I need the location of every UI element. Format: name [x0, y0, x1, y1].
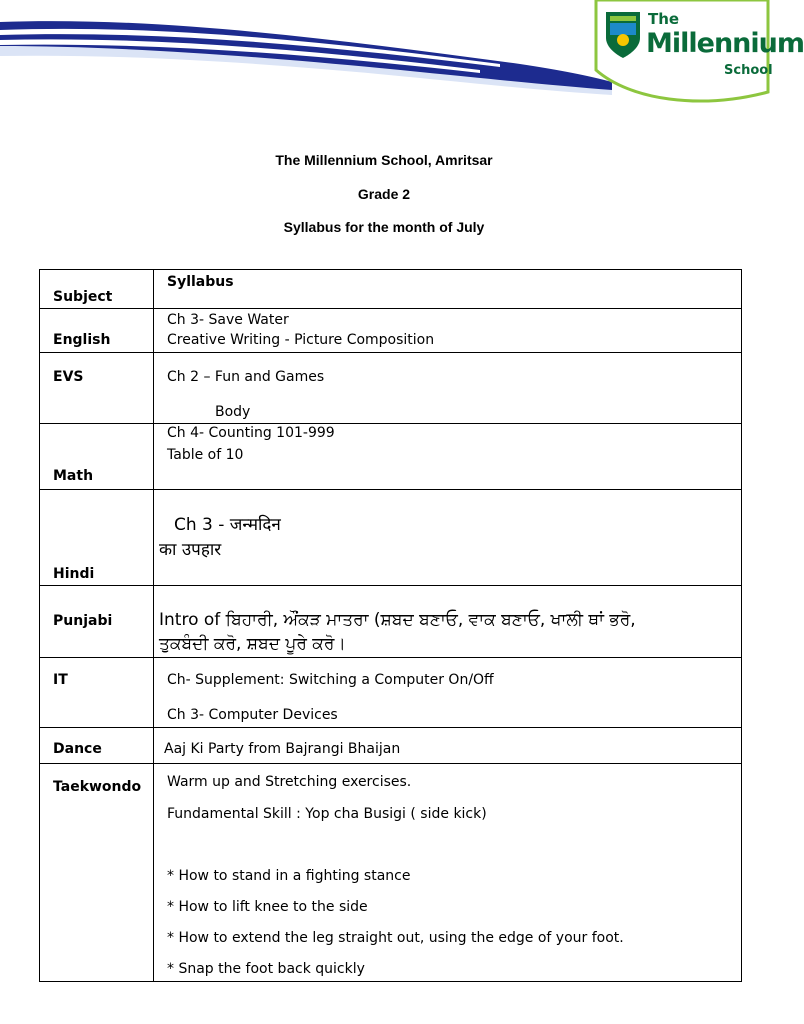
syllabus-cell	[154, 728, 742, 764]
syllabus-line: Table of 10	[167, 447, 244, 463]
table-row	[40, 309, 742, 353]
table-header-row	[40, 270, 742, 309]
table-row	[40, 764, 742, 982]
syllabus-cell	[154, 586, 742, 658]
syllabus-cell	[154, 353, 742, 424]
syllabus-line: Ch- Supplement: Switching a Computer On/Off	[167, 672, 494, 688]
syllabus-line: Aaj Ki Party from Bajrangi Bhaijan	[164, 741, 401, 757]
subject-cell	[40, 586, 154, 658]
subject-cell	[40, 490, 154, 586]
table-row	[40, 353, 742, 424]
syllabus-line: Ch 4- Counting 101-999	[167, 425, 335, 441]
subject-taekwondo: Taekwondo	[53, 779, 142, 795]
table-row	[40, 586, 742, 658]
syllabus-line: Body	[215, 404, 251, 420]
table-row	[40, 490, 742, 586]
grade-title: Grade 2	[357, 186, 411, 202]
syllabus-line: Intro of ਬਿਹਾਰੀ, ਔਂਕੜ ਮਾਤਰਾ (ਸ਼ਬਦ ਬਣਾਓ, ਵਾਕ ਬਣਾਓ, ਖਾਲੀ ਥਾਂ ਭਰੋ,	[159, 610, 636, 630]
subject-cell	[40, 728, 154, 764]
syllabus-line: Ch 2 – Fun and Games	[167, 369, 325, 385]
syllabus-cell	[154, 424, 742, 490]
syllabus-line: * How to extend the leg straight out, using the edge of your foot.	[167, 930, 624, 946]
subject-math: Math	[53, 468, 94, 484]
subject-english: English	[53, 332, 111, 348]
logo-millennium: Millennium	[646, 28, 804, 59]
subject-punjabi: Punjabi	[53, 613, 113, 629]
syllabus-line: * How to stand in a fighting stance	[167, 868, 411, 884]
subject-cell	[40, 309, 154, 353]
table-row	[40, 424, 742, 490]
syllabus-line: ਤੁਕਬੰਦੀ ਕਰੋ, ਸ਼ਬਦ ਪੂਰੇ ਕਰੋ।	[159, 634, 346, 654]
syllabus-cell	[154, 658, 742, 728]
header-subject-cell	[40, 270, 154, 309]
logo-the: The	[648, 10, 680, 28]
school-title: The Millennium School, Amritsar	[275, 152, 493, 168]
syllabus-line: Ch 3- Computer Devices	[167, 707, 338, 723]
subject-evs: EVS	[53, 369, 84, 385]
header-syllabus-cell	[154, 270, 742, 309]
logo-school: School	[724, 63, 773, 78]
syllabus-title: Syllabus for the month of July	[283, 219, 485, 235]
syllabus-line: Warm up and Stretching exercises.	[167, 774, 412, 790]
subject-dance: Dance	[53, 741, 102, 757]
syllabus-line: * Snap the foot back quickly	[167, 961, 365, 977]
syllabus-line: * How to lift knee to the side	[167, 899, 368, 915]
subject-cell	[40, 353, 154, 424]
syllabus-cell	[154, 309, 742, 353]
syllabus-line: Creative Writing - Picture Composition	[167, 332, 435, 348]
syllabus-table	[39, 269, 742, 982]
subject-it: IT	[53, 672, 68, 688]
subject-cell	[40, 424, 154, 490]
subject-cell	[40, 764, 154, 982]
header-subject: Subject	[53, 289, 113, 305]
syllabus-line: Ch 3- Save Water	[167, 312, 289, 328]
table-row	[40, 728, 742, 764]
syllabus-line: का उपहार	[159, 540, 222, 560]
subject-hindi: Hindi	[53, 566, 95, 582]
syllabus-cell	[154, 764, 742, 982]
syllabus-line: Ch 3 - जन्मदिन	[174, 515, 281, 535]
table-row	[40, 658, 742, 728]
syllabus-cell	[154, 490, 742, 586]
subject-cell	[40, 658, 154, 728]
header-syllabus: Syllabus	[167, 274, 234, 290]
syllabus-line: Fundamental Skill : Yop cha Busigi ( side kick)	[167, 806, 487, 822]
